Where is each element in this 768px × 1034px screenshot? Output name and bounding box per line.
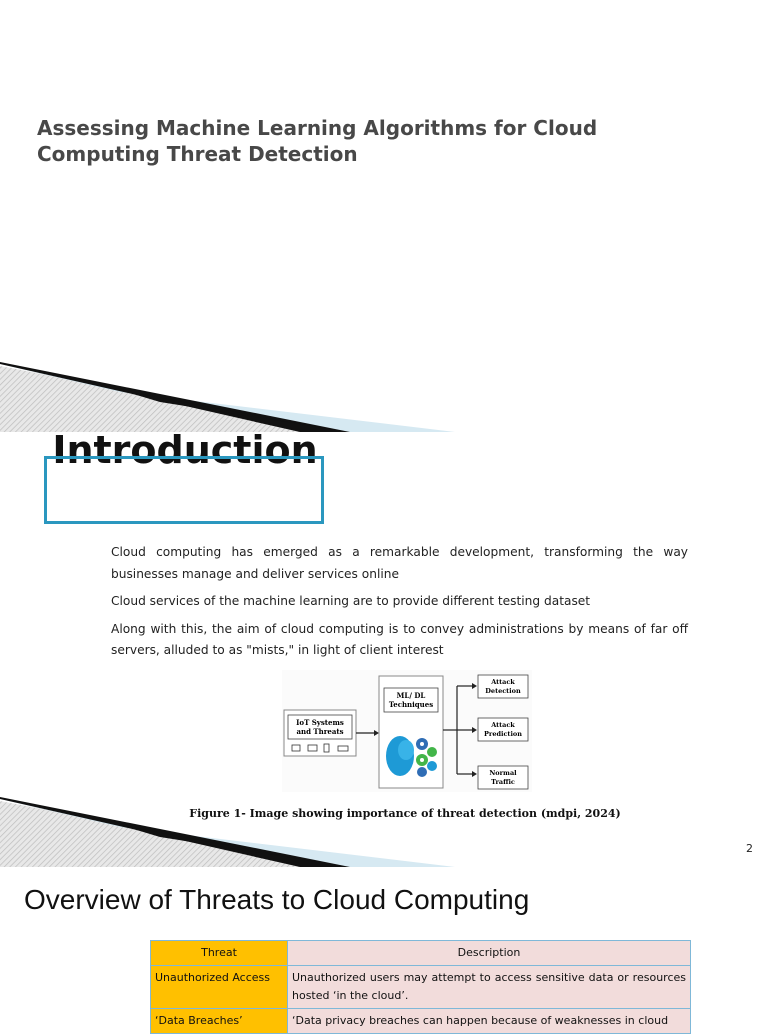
attack-detection-label-1: Attack (491, 678, 515, 686)
iot-label-2: and Threats (296, 727, 344, 736)
ml-label-2: Techniques (388, 700, 434, 709)
ml-label-1: ML/ DL (396, 691, 426, 700)
intro-heading-frame (44, 456, 324, 524)
threat-name: Unauthorized Access (151, 966, 288, 1009)
threat-description: Unauthorized users may attempt to access sensitive data or resources hosted ‘in the cloud’. (288, 966, 691, 1009)
iot-label-1: IoT Systems (296, 718, 344, 727)
table-row (151, 1009, 691, 1034)
threats-table (150, 940, 691, 1034)
bullet-item (76, 591, 688, 613)
bullet-item (76, 619, 688, 662)
threat-description: ‘Data privacy breaches can happen because of weaknesses in cloud (288, 1009, 691, 1034)
bullet-text: Cloud computing has emerged as a remarkable development, transforming the way businesses manage and deliver services online (111, 545, 688, 581)
slide-title: Assessing Machine Learning Algorithms for Cloud Computing Threat Detection (37, 116, 598, 166)
overview-title: Overview of Threats to Cloud Computing (24, 884, 530, 915)
table-header-row (151, 941, 691, 966)
normal-traffic-label-1: Normal (489, 769, 517, 777)
table-row (151, 966, 691, 1009)
decorative-swoosh-bottom (0, 797, 470, 867)
normal-traffic-label-2: Traffic (491, 778, 515, 786)
bullet-item (76, 542, 688, 585)
attack-prediction-label-1: Attack (491, 721, 515, 729)
intro-heading: Introduction (52, 428, 318, 472)
description-column-header: Description (288, 941, 691, 966)
bullet-text: Along with this, the aim of cloud computing is to convey administrations by means of far off servers, alluded to as "mists," in light of client interest (111, 621, 688, 657)
bullet-text: Cloud services of the machine learning are to provide different testing dataset (111, 594, 591, 608)
threat-column-header: Threat (151, 941, 288, 966)
bullet-list (76, 542, 688, 668)
figure-caption: Figure 1- Image showing importance of threat detection (mdpi, 2024) (189, 807, 621, 820)
threat-detection-figure (282, 670, 532, 792)
attack-detection-label-2: Detection (485, 687, 521, 695)
page-number: 2 (746, 842, 753, 855)
attack-prediction-label-2: Prediction (484, 730, 522, 738)
threat-name: ‘Data Breaches’ (151, 1009, 288, 1034)
